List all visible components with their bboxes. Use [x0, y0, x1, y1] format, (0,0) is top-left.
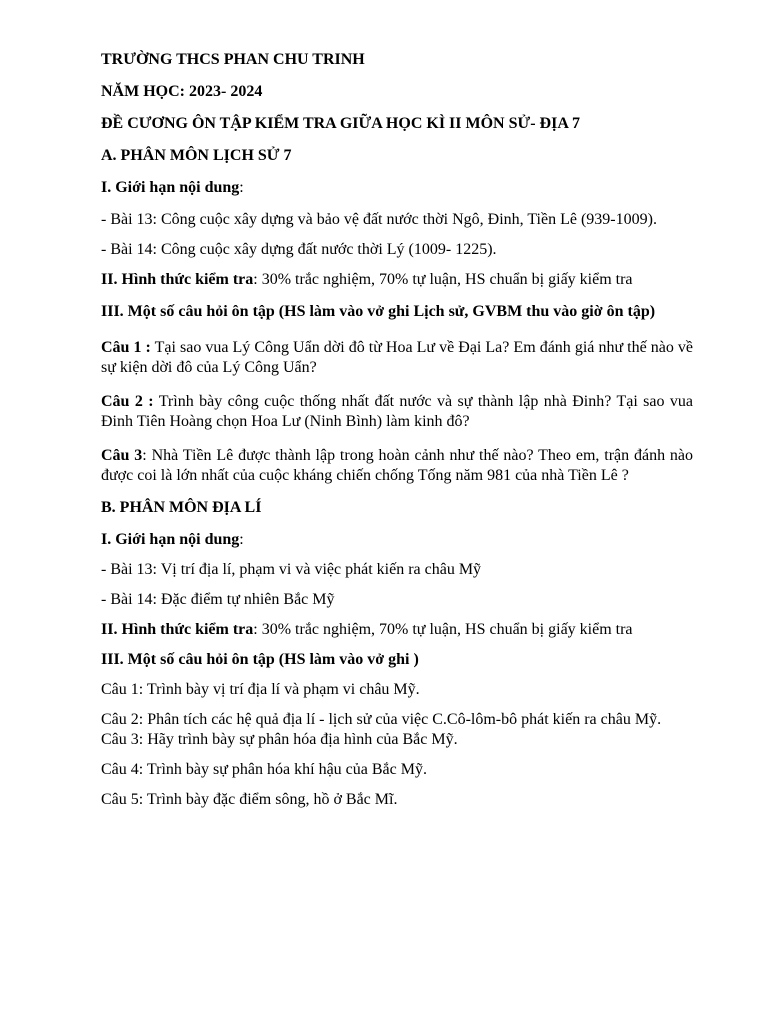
history-question-3	[101, 446, 693, 486]
history-question-3-label: Câu 3	[101, 447, 143, 464]
history-questions-heading: III. Một số câu hỏi ôn tập (HS làm vào vở ghi Lịch sử, GVBM thu vào giờ ôn tập)	[101, 303, 656, 320]
geography-question-4: Câu 4: Trình bày sự phân hóa khí hậu của Bắc Mỹ.	[101, 761, 427, 778]
history-test-format-label: II. Hình thức kiểm tra	[101, 271, 254, 288]
geography-question-3: Câu 3: Hãy trình bày sự phân hóa địa hình của Bắc Mỹ.	[101, 731, 458, 748]
history-question-1	[101, 338, 693, 378]
history-question-2-text: Trình bày công cuộc thống nhất đất nước và sự thành lập nhà Đinh? Tại sao vua Đinh Tiên Hoàng chọn Hoa Lư (Ninh Bình) làm kinh đô?	[101, 393, 694, 430]
history-test-format	[101, 270, 693, 290]
geography-question-1: Câu 1: Trình bày vị trí địa lí và phạm vi châu Mỹ.	[101, 681, 420, 698]
geography-lesson-14: - Bài 14: Đặc điểm tự nhiên Bắc Mỹ	[101, 591, 335, 608]
geography-lesson-13: - Bài 13: Vị trí địa lí, phạm vi và việc phát kiến ra châu Mỹ	[101, 561, 482, 578]
history-question-2	[101, 392, 693, 432]
history-lesson-13: - Bài 13: Công cuộc xây dựng và bảo vệ đất nước thời Ngô, Đinh, Tiền Lê (939-1009).	[101, 211, 657, 228]
history-question-1-text: Tại sao vua Lý Công Uẩn dời đô từ Hoa Lư về Đại La? Em đánh giá như thế nào về sự kiện dời đô của Lý Công Uẩn?	[101, 339, 694, 376]
school-year: NĂM HỌC: 2023- 2024	[101, 83, 263, 100]
document-page	[101, 50, 693, 810]
geography-questions-heading: III. Một số câu hỏi ôn tập (HS làm vào vở ghi )	[101, 651, 419, 668]
geography-scope-label: I. Giới hạn nội dung	[101, 531, 240, 548]
document-title: ĐỀ CƯƠNG ÔN TẬP KIỂM TRA GIỮA HỌC KÌ II MÔN SỬ- ĐỊA 7	[101, 115, 581, 132]
geography-scope-colon: :	[239, 531, 244, 548]
history-question-3-text: : Nhà Tiền Lê được thành lập trong hoàn cảnh như thế nào? Theo em, trận đánh nào được coi là lớn nhất của cuộc kháng chiến chống Tống năm 981 của nhà Tiền Lê ?	[101, 447, 694, 484]
history-scope-label: I. Giới hạn nội dung	[101, 179, 240, 196]
history-question-2-label: Câu 2 :	[101, 393, 154, 410]
history-scope-colon: :	[239, 179, 244, 196]
geography-test-format-label: II. Hình thức kiểm tra	[101, 621, 254, 638]
geography-scope-line	[101, 530, 693, 550]
geography-section-heading: B. PHÂN MÔN ĐỊA LÍ	[101, 499, 262, 516]
history-test-format-text: : 30% trắc nghiệm, 70% tự luận, HS chuẩn bị giấy kiểm tra	[253, 271, 633, 288]
history-lesson-14: - Bài 14: Công cuộc xây dựng đất nước thời Lý (1009- 1225).	[101, 241, 497, 258]
history-scope-line	[101, 178, 693, 198]
history-section-heading: A. PHÂN MÔN LỊCH SỬ 7	[101, 147, 292, 164]
geography-test-format	[101, 620, 693, 640]
history-question-1-label: Câu 1 :	[101, 339, 151, 356]
geography-question-2: Câu 2: Phân tích các hệ quả địa lí - lịch sử của việc C.Cô-lôm-bô phát kiến ra châu Mỹ.	[101, 711, 662, 728]
geography-question-5: Câu 5: Trình bày đặc điểm sông, hồ ở Bắc Mĩ.	[101, 791, 398, 808]
school-name: TRƯỜNG THCS PHAN CHU TRINH	[101, 51, 365, 68]
geography-test-format-text: : 30% trắc nghiệm, 70% tự luận, HS chuẩn bị giấy kiểm tra	[253, 621, 633, 638]
